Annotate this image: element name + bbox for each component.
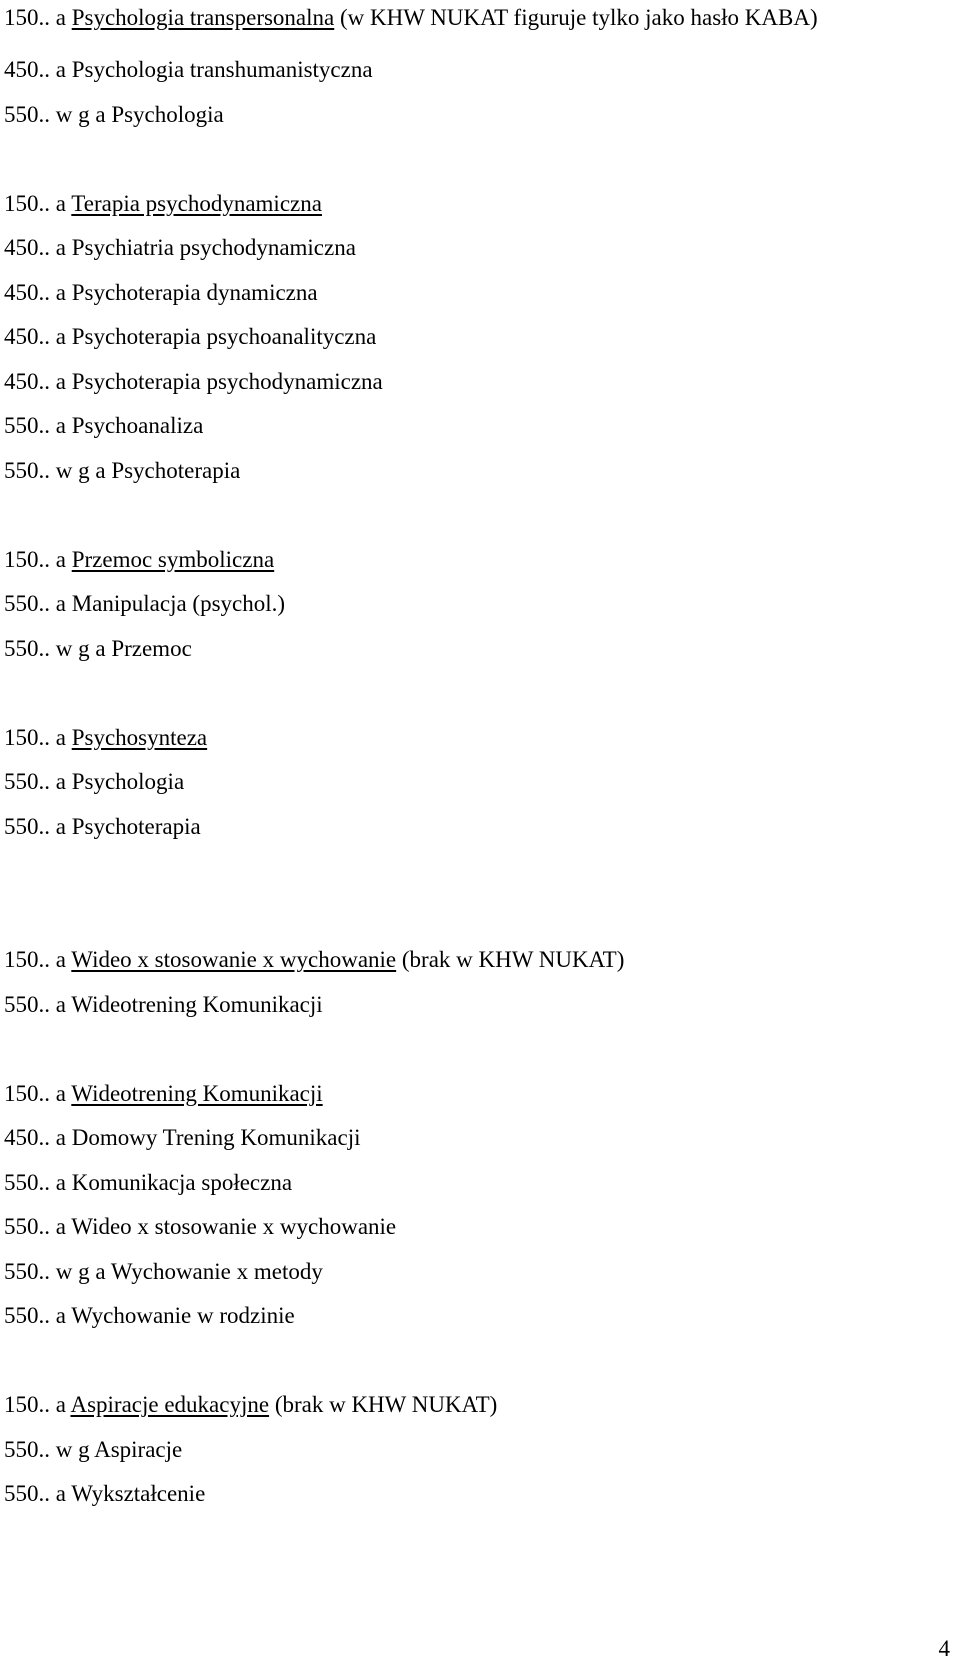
entry-line: 550.. w g a Psychologia: [4, 101, 224, 127]
entry-line: 550.. a Psychoterapia: [4, 813, 201, 839]
spacer: [4, 671, 944, 716]
heading-note: (brak w KHW NUKAT): [396, 947, 625, 972]
entry-line: 550.. a Manipulacja (psychol.): [4, 591, 286, 616]
heading-line: [4, 1383, 944, 1428]
field-code: 150.. a: [4, 1080, 72, 1106]
entry-line: 450.. a Psychoterapia dynamiczna: [4, 279, 318, 305]
field-code: 150.. a: [4, 947, 72, 972]
page-number: 4: [938, 1636, 950, 1661]
entry-line: 450.. a Psychoterapia psychoanalityczna: [4, 324, 377, 349]
entry-line: 550.. w g a Wychowanie x metody: [4, 1258, 323, 1284]
heading-term: Wideo x stosowanie x wychowanie: [71, 947, 397, 972]
spacer: [4, 137, 944, 182]
heading-term: Terapia psychodynamiczna: [71, 190, 322, 216]
field-code: 150.. a: [4, 1392, 71, 1417]
entry-line: 550.. w g a Przemoc: [4, 635, 192, 661]
heading-line: [4, 716, 944, 761]
entry-line: 550.. a Wychowanie w rodzinie: [4, 1303, 295, 1328]
entry-line: 450.. a Psychiatria psychodynamiczna: [4, 235, 356, 260]
heading-term: Aspiracje edukacyjne: [70, 1392, 270, 1417]
field-code: 150.. a: [4, 724, 72, 750]
heading-line: [4, 1072, 944, 1117]
entry-line: 550.. w g a Psychoterapia: [4, 457, 241, 483]
heading-note: (w KHW NUKAT figuruje tylko jako hasło KABA): [334, 5, 818, 30]
heading-line: [4, 182, 944, 227]
entry-line: 450.. a Domowy Trening Komunikacji: [4, 1125, 361, 1150]
entry-line: 550.. a Psychoanaliza: [4, 413, 204, 438]
spacer: [4, 1027, 944, 1072]
heading-line: [4, 938, 944, 983]
heading-term: Psychosynteza: [71, 724, 208, 750]
heading-term: Psychologia transpersonalna: [71, 5, 335, 30]
entry-line: 450.. a Psychologia transhumanistyczna: [4, 57, 373, 82]
entry-line: 550.. a Wideo x stosowanie x wychowanie: [4, 1214, 397, 1239]
heading-term: Przemoc symboliczna: [71, 546, 275, 572]
entry-line: 450.. a Psychoterapia psychodynamiczna: [4, 368, 383, 394]
entry-line: 550.. w g Aspiracje: [4, 1436, 183, 1462]
entry-line: 550.. a Wykształcenie: [4, 1481, 206, 1506]
field-code: 150.. a: [4, 190, 72, 216]
heading-line: [4, 538, 944, 583]
spacer: [4, 1339, 944, 1384]
heading-line: [4, 3, 944, 33]
entry-line: 550.. a Wideotrening Komunikacji: [4, 991, 323, 1017]
entry-line: 550.. a Komunikacja społeczna: [4, 1169, 293, 1195]
spacer: [4, 849, 944, 938]
spacer: [4, 493, 944, 538]
field-code: 150.. a: [4, 5, 72, 30]
heading-note: (brak w KHW NUKAT): [269, 1392, 498, 1417]
entry-line: 550.. a Psychologia: [4, 769, 185, 794]
document-page: [4, 0, 944, 1517]
heading-term: Wideotrening Komunikacji: [71, 1080, 323, 1106]
field-code: 150.. a: [4, 546, 72, 572]
